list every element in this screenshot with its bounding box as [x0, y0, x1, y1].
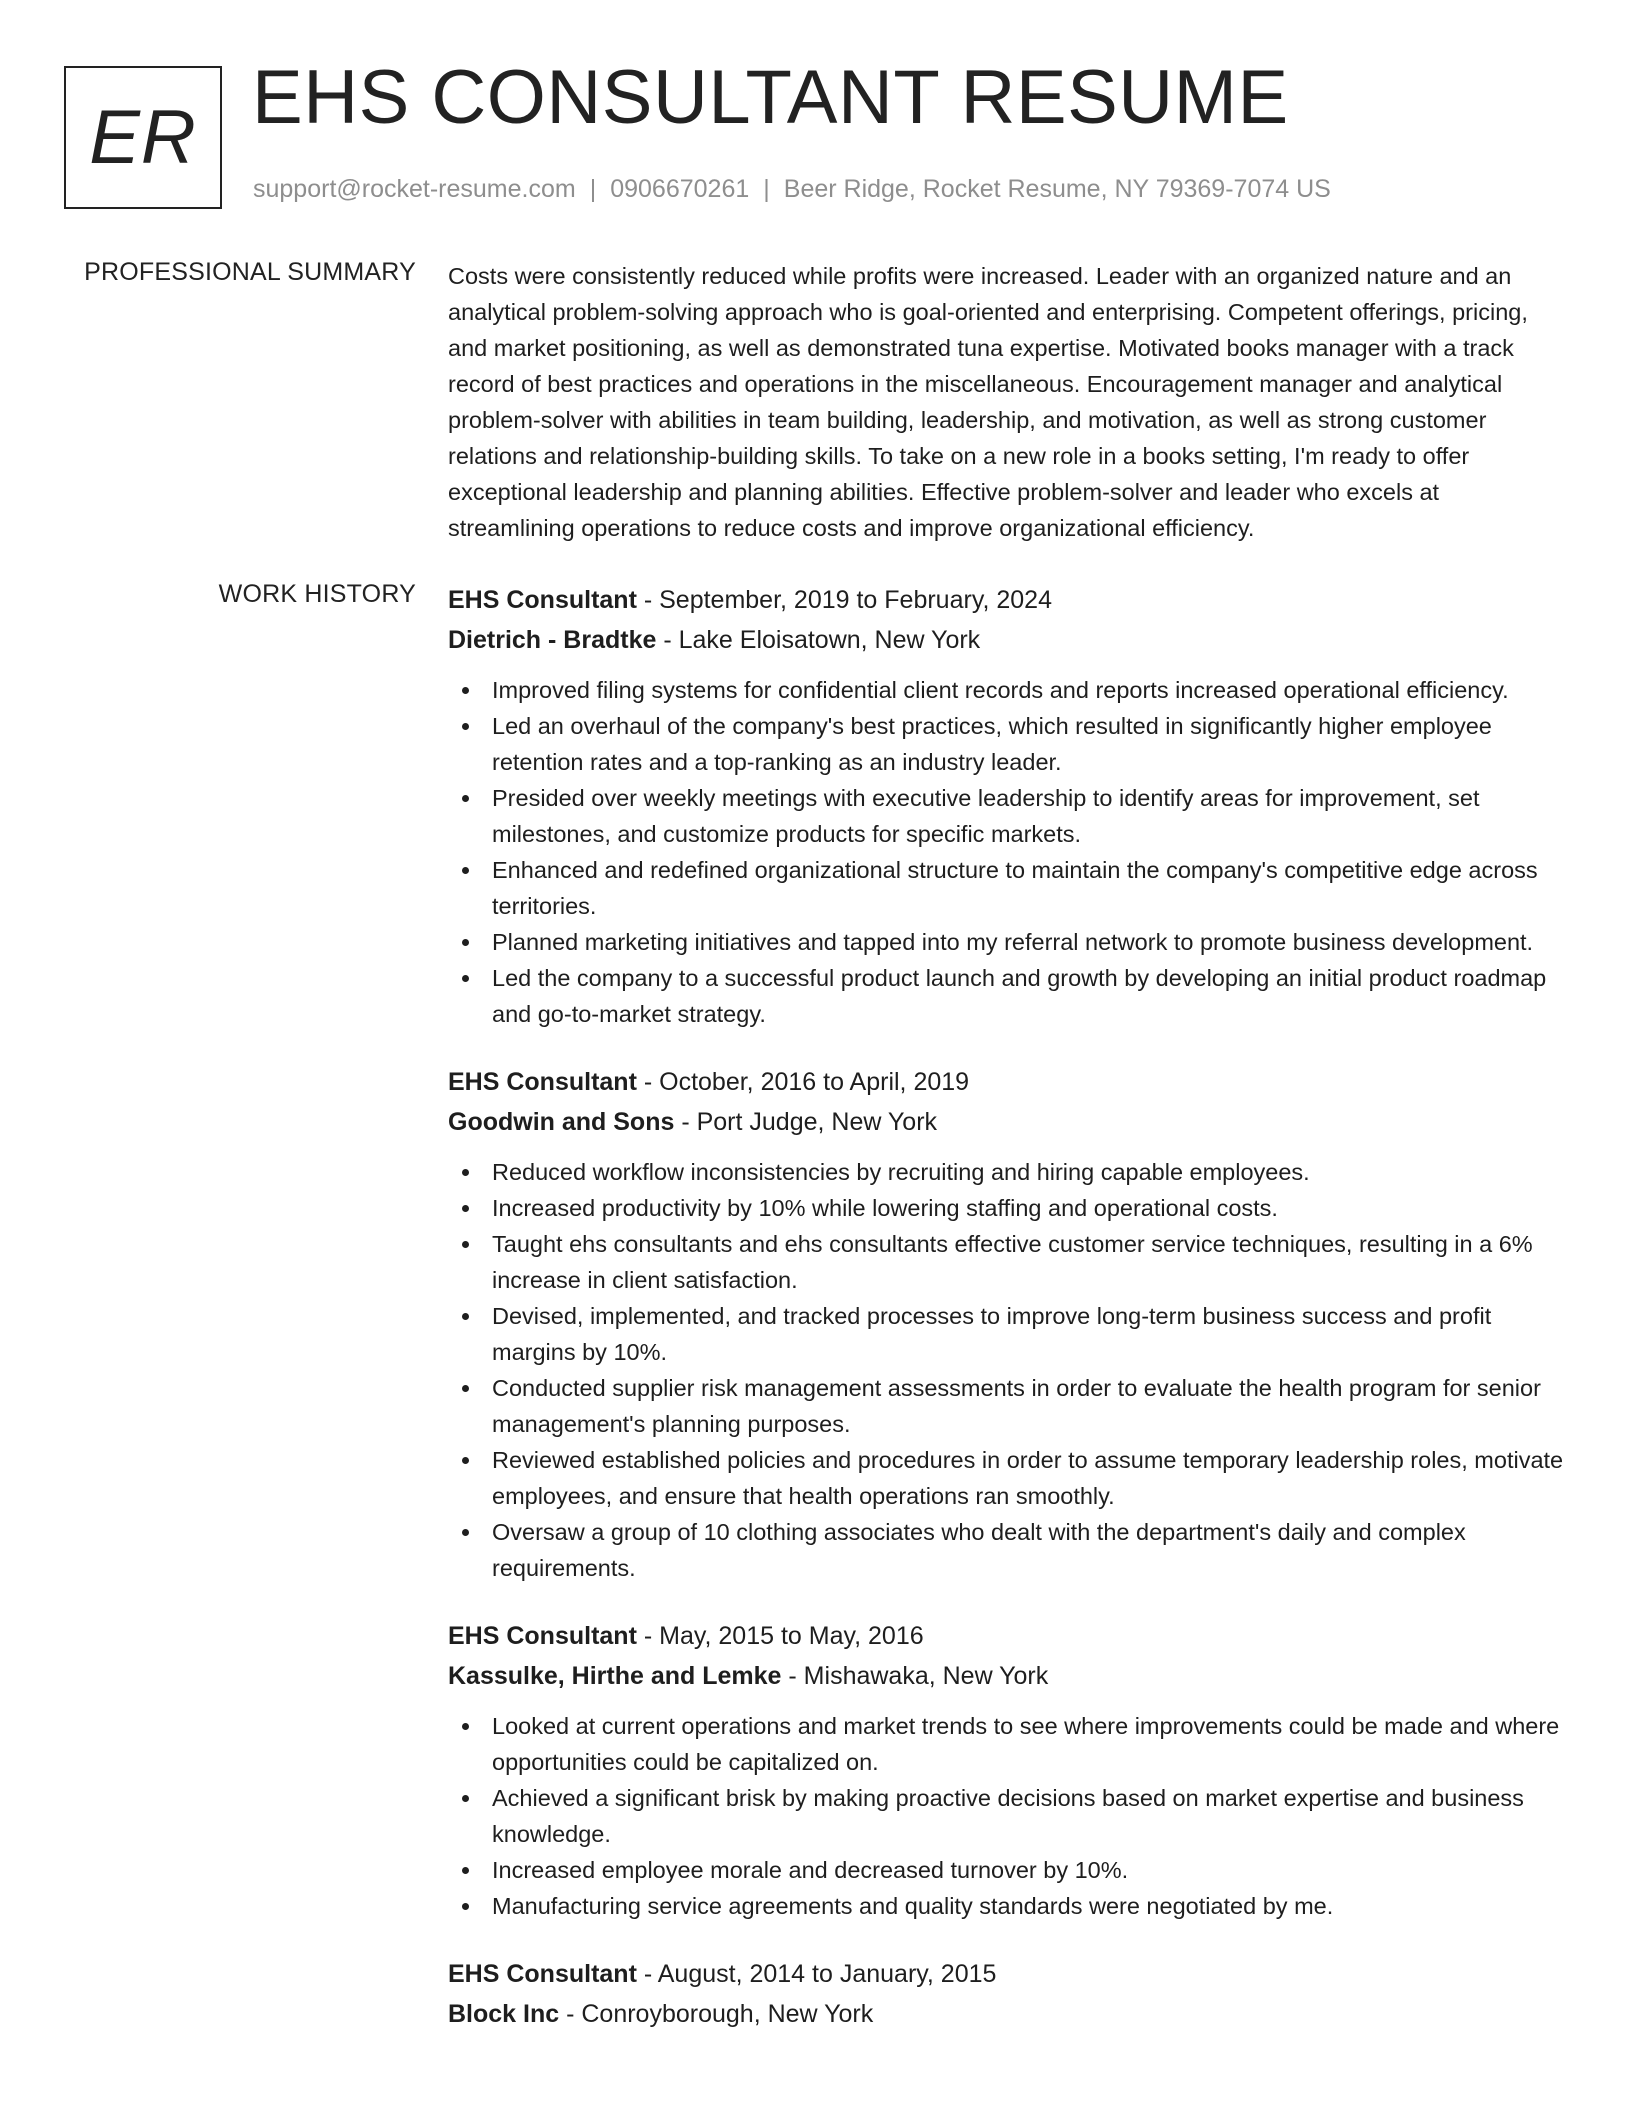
job-company: Dietrich - Bradtke — [448, 626, 657, 654]
job-bullet: Reviewed established policies and procedures in order to assume temporary leadership roles, motivate employees, and ensure that health operations ran smoothly. — [448, 1442, 1570, 1514]
job-bullet: Taught ehs consultants and ehs consultants effective customer service techniques, resulting in a 6% increase in client satisfaction. — [448, 1226, 1570, 1298]
job-location: - Port Judge, New York — [674, 1108, 938, 1136]
contact-separator: | — [589, 175, 597, 203]
job-bullet: Led the company to a successful product launch and growth by developing an initial product roadmap and go-to-market strategy. — [448, 960, 1570, 1032]
summary-body — [448, 258, 1570, 546]
contact-line — [253, 175, 1331, 204]
job-company-line — [448, 1994, 1570, 2034]
job-bullet-list — [448, 1154, 1570, 1586]
job-bullet: Increased productivity by 10% while lowering staffing and operational costs. — [448, 1190, 1570, 1226]
summary-text: Costs were consistently reduced while profits were increased. Leader with an organized nature and an analytical problem-solving approach who is goal-oriented and enterprising. Competent offerings, pricing, and market positioning, as well as demonstrated tuna expertise. Motivated books manager with a track record of best practices and operations in the miscellaneous. Encouragement manager and analytical problem-solver with abilities in team building, leadership, and motivation, as well as strong customer relations and relationship-building skills. To take on a new role in a books setting, I'm ready to offer exceptional leadership and planning abilities. Effective problem-solver and leader who excels at streamlining operations to reduce costs and improve organizational efficiency. — [448, 263, 1528, 541]
job-title: EHS Consultant — [448, 586, 637, 614]
job-entry — [448, 580, 1570, 1032]
job-bullet: Reduced workflow inconsistencies by recruiting and hiring capable employees. — [448, 1154, 1570, 1190]
contact-separator: | — [763, 175, 770, 203]
job-company-line — [448, 1656, 1570, 1696]
job-company: Goodwin and Sons — [448, 1108, 675, 1136]
job-title-line — [448, 1954, 1570, 1994]
job-dates: - October, 2016 to April, 2019 — [636, 1068, 970, 1096]
job-entry — [448, 1616, 1570, 1924]
monogram-logo — [64, 66, 222, 209]
job-title: EHS Consultant — [448, 1622, 637, 1650]
job-location: - Lake Eloisatown, New York — [656, 626, 981, 654]
job-location: - Conroyborough, New York — [559, 2000, 874, 2028]
job-bullet: Increased employee morale and decreased turnover by 10%. — [448, 1852, 1570, 1888]
job-title-line — [448, 580, 1570, 620]
job-bullet: Enhanced and redefined organizational structure to maintain the company's competitive edge across territories. — [448, 852, 1570, 924]
job-bullet: Looked at current operations and market trends to see where improvements could be made and where opportunities could be capitalized on. — [448, 1708, 1570, 1780]
job-title: EHS Consultant — [448, 1960, 637, 1988]
job-bullet: Presided over weekly meetings with executive leadership to identify areas for improvement, set milestones, and customize products for specific markets. — [448, 780, 1570, 852]
job-bullet: Devised, implemented, and tracked processes to improve long-term business success and profit margins by 10%. — [448, 1298, 1570, 1370]
job-dates: - May, 2015 to May, 2016 — [636, 1622, 924, 1650]
job-bullet-list — [448, 1708, 1570, 1924]
job-location: - Mishawaka, New York — [781, 1662, 1049, 1690]
job-bullet: Oversaw a group of 10 clothing associates who dealt with the department's daily and complex requirements. — [448, 1514, 1570, 1586]
job-entry — [448, 1062, 1570, 1586]
contact-address: Beer Ridge, Rocket Resume, NY 79369-7074 US — [783, 175, 1331, 203]
resume-title: EHS CONSULTANT RESUME — [252, 55, 1289, 140]
job-company: Block Inc — [448, 2000, 560, 2028]
job-bullet-list — [448, 672, 1570, 1032]
job-bullet: Led an overhaul of the company's best practices, which resulted in significantly higher employee retention rates and a top-ranking as an industry leader. — [448, 708, 1570, 780]
job-dates: - August, 2014 to January, 2015 — [636, 1960, 997, 1988]
work-history-body — [448, 580, 1570, 2064]
job-entry — [448, 1954, 1570, 2034]
job-bullet: Improved filing systems for confidential client records and reports increased operational efficiency. — [448, 672, 1570, 708]
job-bullet: Achieved a significant brisk by making proactive decisions based on market expertise and business knowledge. — [448, 1780, 1570, 1852]
job-bullet: Conducted supplier risk management assessments in order to evaluate the health program for senior management's planning purposes. — [448, 1370, 1570, 1442]
section-label-summary: PROFESSIONAL SUMMARY — [84, 258, 416, 286]
job-company: Kassulke, Hirthe and Lemke — [448, 1662, 782, 1690]
job-title-line — [448, 1616, 1570, 1656]
monogram-initials: ER — [89, 95, 197, 180]
job-title-line — [448, 1062, 1570, 1102]
job-bullet: Planned marketing initiatives and tapped into my referral network to promote business development. — [448, 924, 1570, 960]
contact-email: support@rocket-resume.com — [253, 175, 576, 203]
job-dates: - September, 2019 to February, 2024 — [636, 586, 1052, 614]
job-company-line — [448, 620, 1570, 660]
job-company-line — [448, 1102, 1570, 1142]
section-label-work-history: WORK HISTORY — [218, 580, 416, 608]
job-title: EHS Consultant — [448, 1068, 637, 1096]
contact-phone: 0906670261 — [610, 175, 750, 203]
job-bullet: Manufacturing service agreements and quality standards were negotiated by me. — [448, 1888, 1570, 1924]
